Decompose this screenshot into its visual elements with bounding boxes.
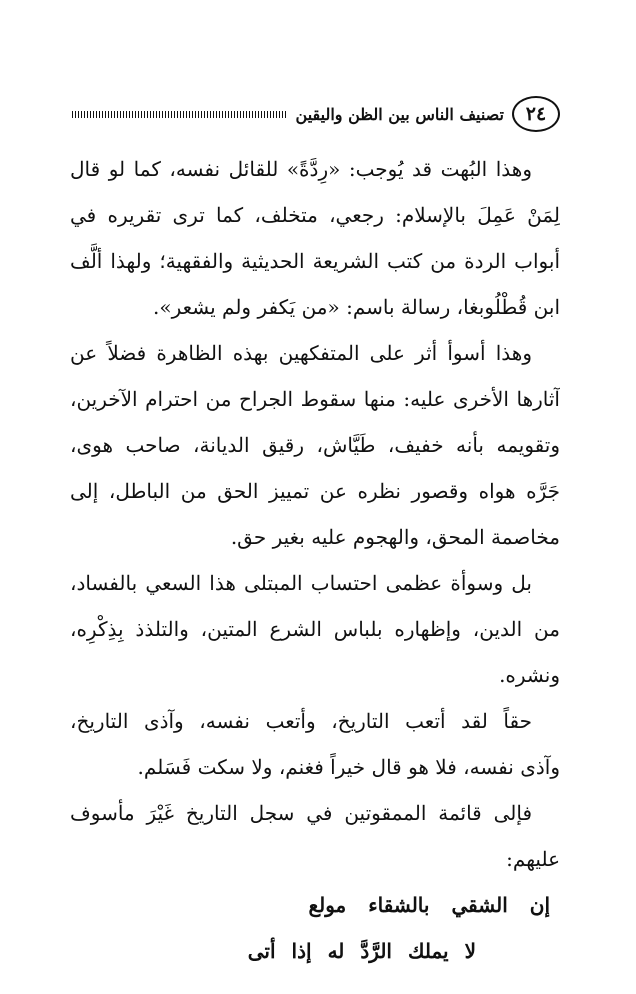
text-line: جَرَّه هواه وقصور نظره عن تمييز الحق من الباطل، إلى <box>70 479 560 503</box>
text-line: فإلى قائمة الممقوتين في سجل التاريخ غَيْرَ مأسوف <box>70 801 532 825</box>
running-title: تصنيف الناس بين الظن واليقين <box>295 104 504 124</box>
page-number: ٢٤ <box>512 96 560 132</box>
poem-line <box>70 928 560 974</box>
poem-word: له <box>327 939 345 963</box>
poem-word: مولع <box>308 893 347 917</box>
poem-verse <box>70 882 560 974</box>
text-line: وتقويمه بأنه خفيف، طَيَّاش، رقيق الديانة، صاحب هوى، <box>70 433 560 457</box>
text-line: من الدين، وإظهاره بلباس الشرع المتين، والتلذذ بِذِكْرِه، <box>70 617 560 641</box>
text-line: وهذا أسوأ أثر على المتفكهين بهذه الظاهرة فضلاً عن <box>70 341 532 365</box>
text-line: أبواب الردة من كتب الشريعة الحديثية والفقهية؛ ولهذا ألَّف <box>70 249 560 273</box>
poem-word: بالشقاء <box>368 893 430 917</box>
text-line: حقاً لقد أتعب التاريخ، وأتعب نفسه، وآذى التاريخ، <box>70 709 532 733</box>
text-line: ونشره. <box>499 663 560 687</box>
paragraph <box>70 146 560 330</box>
paragraph <box>70 560 560 698</box>
poem-word: إن <box>529 893 550 917</box>
text-line: عليهم: <box>506 847 560 871</box>
text-line: لِمَنْ عَمِلَ بالإسلام: رجعي، متخلف، كما ترى تقريره في <box>70 203 560 227</box>
header-rule <box>72 111 286 118</box>
poem-word: لا <box>464 939 476 963</box>
poem-word: إذا <box>291 939 312 963</box>
poem-line <box>70 882 560 928</box>
text-line: مخاصمة المحق، والهجوم عليه بغير حق. <box>230 525 560 549</box>
text-line: آثارها الأخرى عليه: منها سقوط الجراح من احترام الآخرين، <box>70 387 560 411</box>
paragraph <box>70 330 560 560</box>
text-line: وآذى نفسه، فلا هو قال خيراً فغنم، ولا سكت فَسَلم. <box>137 755 560 779</box>
text-line: وهذا البُهت قد يُوجب: «رِدَّةً» للقائل نفسه، كما لو قال <box>70 157 532 181</box>
paragraph <box>70 790 560 882</box>
body-text <box>70 146 560 974</box>
paragraph <box>70 698 560 790</box>
poem-word: الرَّدَّ <box>360 939 392 963</box>
poem-word: أتى <box>247 939 276 963</box>
poem-word: الشقي <box>451 893 508 917</box>
text-line: ابن قُطْلُوبغا، رسالة باسم: «من يَكفر ولم يشعر». <box>152 295 560 319</box>
running-header <box>72 92 560 136</box>
text-line: بل وسوأة عظمى احتساب المبتلى هذا السعي بالفساد، <box>70 571 532 595</box>
poem-word: يملك <box>407 939 449 963</box>
